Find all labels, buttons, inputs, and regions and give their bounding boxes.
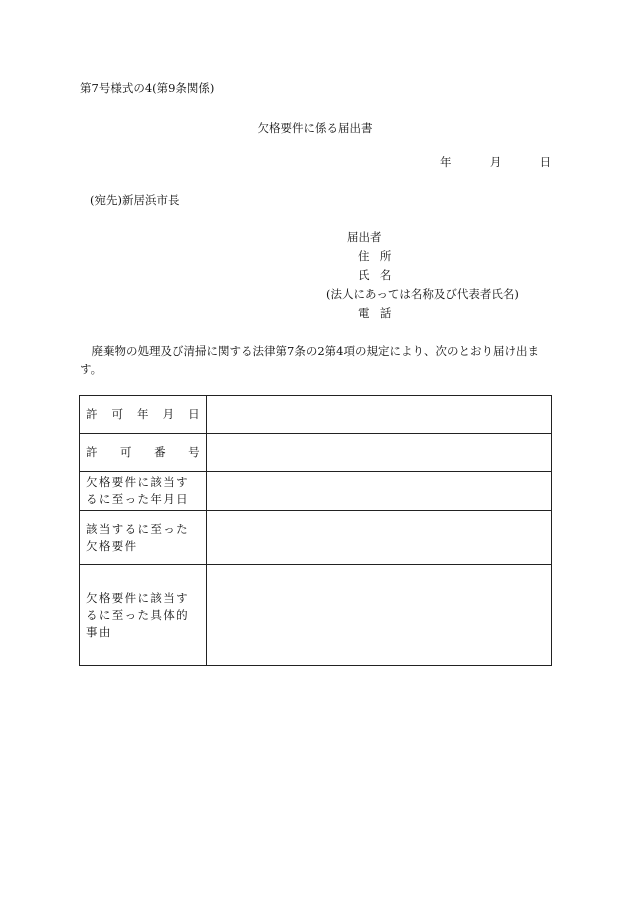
submitter-name-label: 氏名 [358,268,402,282]
row-value-permit-date[interactable] [207,396,552,434]
document-title: 欠格要件に係る届出書 [257,121,373,135]
addressee: (宛先)新居浜市長 [90,193,180,207]
statement-text: 廃棄物の処理及び清掃に関する法律第7条の2第4項の規定により、次のとおり届け出ます。 [80,344,539,376]
row-value-permit-number[interactable] [207,434,552,472]
table-row [80,565,552,666]
row-label-disqualification-date: 欠格要件に該当するに至った年月日 [80,472,207,511]
row-value-disqualification-requirement[interactable] [207,511,552,565]
row-label-specific-reason: 欠格要件に該当するに至った具体的事由 [80,565,207,666]
row-label-permit-number: 許可番号 [80,434,207,472]
submitter-address-label: 住所 [358,249,402,263]
submitter-heading: 届出者 [347,230,382,244]
row-value-specific-reason[interactable] [207,565,552,666]
row-label-disqualification-requirement: 該当するに至った欠格要件 [80,511,207,565]
table-row [80,472,552,511]
corporate-name-note: (法人にあっては名称及び代表者氏名) [326,287,519,301]
date-day: 日 [539,155,552,169]
report-table [79,395,552,666]
row-label-permit-date: 許可年月日 [80,396,207,434]
form-number: 第7号様式の4(第9条関係) [80,81,215,95]
table-row [80,434,552,472]
row-value-disqualification-date[interactable] [207,472,552,511]
table-row [80,511,552,565]
submitter-phone-label: 電話 [358,306,402,320]
date-line [440,154,551,170]
date-month: 月 [489,155,502,169]
date-year: 年 [440,155,452,169]
table-row [80,396,552,434]
